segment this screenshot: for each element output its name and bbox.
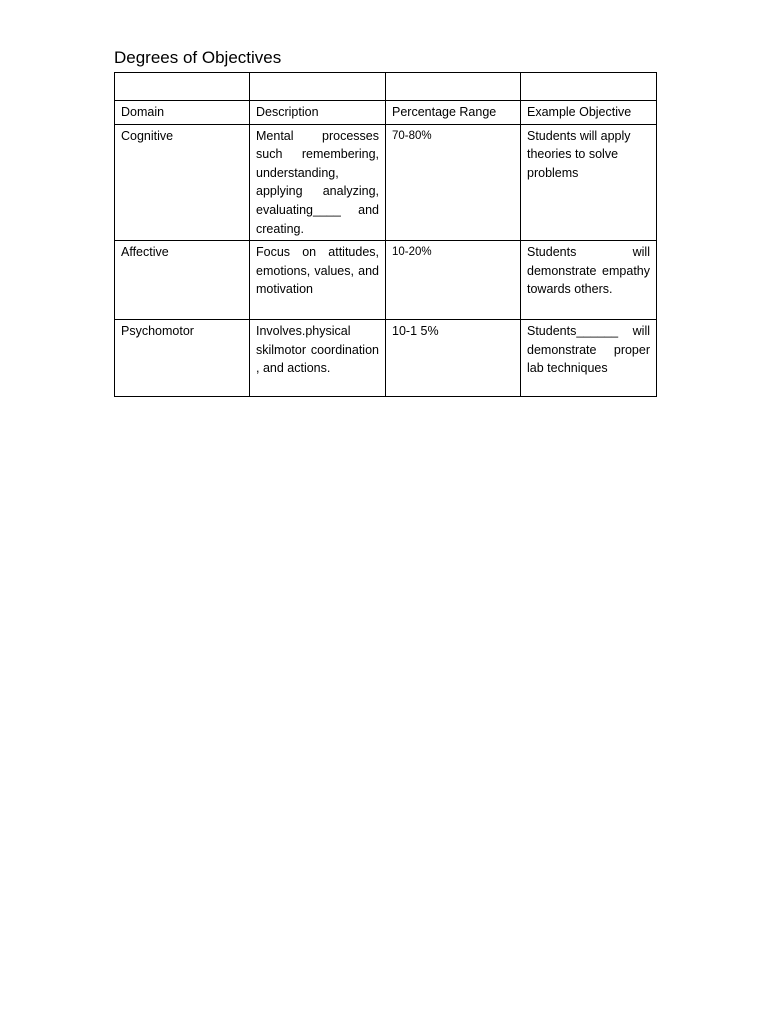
header-domain: Domain [115,101,250,125]
table-blank-row [115,73,657,101]
objectives-table [114,72,657,397]
cell-description: Focus on attitudes, emotions, values, and motivation [250,241,386,320]
table-cell-empty [115,73,250,101]
cell-description: Involves.physical skilmotor coordination , and actions. [250,320,386,397]
table-row [115,124,657,241]
cell-example: Students______ will demonstrate proper lab techniques [521,320,657,397]
cell-domain: Affective [115,241,250,320]
cell-domain: Psychomotor [115,320,250,397]
cell-percentage: 70-80% [386,124,521,241]
cell-example: Students will apply theories to solve problems [521,124,657,241]
table-cell-empty [521,73,657,101]
cell-percentage: 10-1 5% [386,320,521,397]
table-cell-empty [250,73,386,101]
cell-example: Students will demonstrate empathy towards others. [521,241,657,320]
document-title: Degrees of Objectives [114,48,282,67]
table-header-row [115,101,657,125]
header-description: Description [250,101,386,125]
header-percentage-range: Percentage Range [386,101,521,125]
cell-domain: Cognitive [115,124,250,241]
cell-percentage: 10-20% [386,241,521,320]
cell-description: Mental processes such remembering, understanding, applying analyzing, evaluating____ and creating. [250,124,386,241]
table-row [115,241,657,320]
table-row [115,320,657,397]
header-example-objective: Example Objective [521,101,657,125]
table-cell-empty [386,73,521,101]
